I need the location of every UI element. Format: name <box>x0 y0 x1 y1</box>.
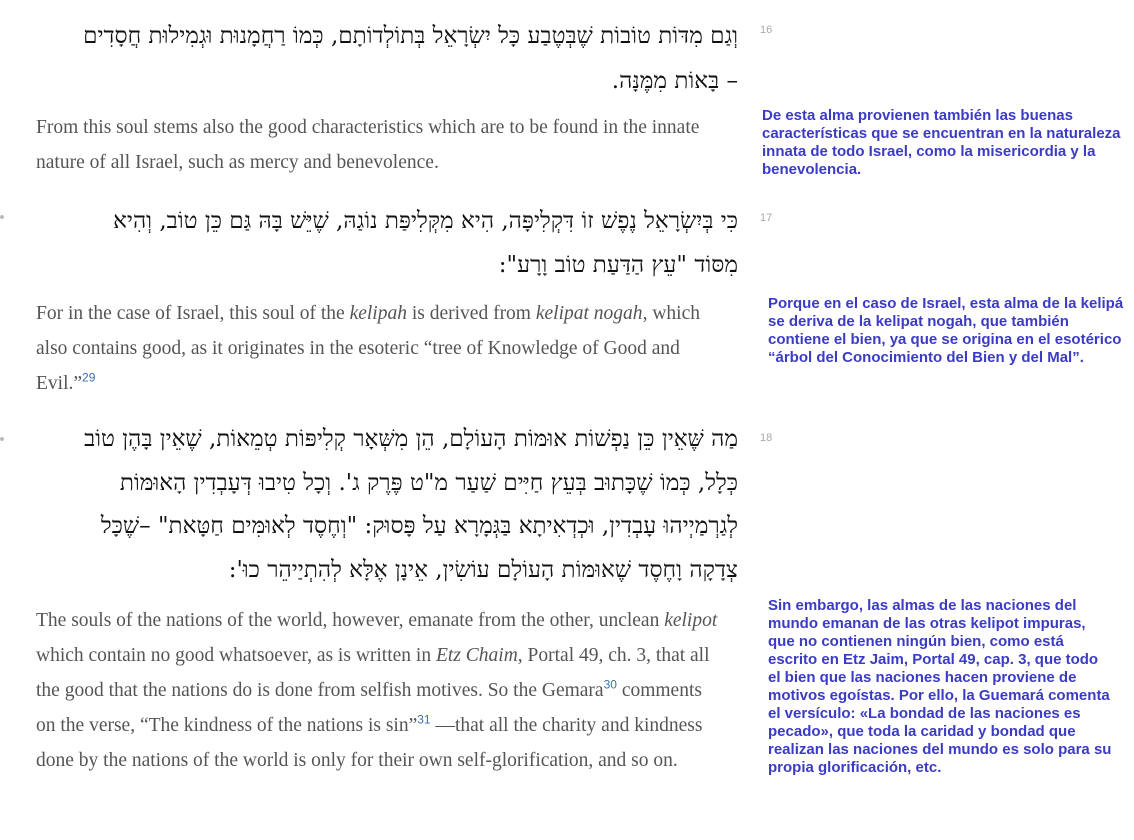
english-text: comments on the verse, “The kindness of the nations is sin” <box>36 680 702 736</box>
english-italic-term: kelipah <box>349 303 407 324</box>
footnote-link[interactable]: 31 <box>417 712 431 727</box>
english-translation-16 <box>36 110 726 180</box>
footnote-link[interactable]: 29 <box>82 370 96 385</box>
hebrew-verse-18 <box>36 418 738 592</box>
english-text: , which also contains good, as it originates in the esoteric “tree of Knowledge of Good and Evil.” <box>36 303 700 394</box>
spanish-translation-18: Sin embargo, las almas de las naciones del mundo emanan de las otras kelipot impuras, que no contienen ningún bien, como está escrito en Etz Jaim, Portal 49, cap. 3, que todo el bien que las naciones hacen proviene de motivos egoístas. Por ello, la Guemará comenta el versículo: «La bondad de las naciones es pecado», que toda la caridad y bondad que realizan las naciones del mundo es solo para su propia glorificación, etc. <box>768 597 1112 776</box>
bullet-marker <box>0 215 4 219</box>
english-text: From this soul stems also the good characteristics which are to be found in the innate nature of all Israel, such as mercy and benevolence. <box>36 117 700 173</box>
english-text: is derived from <box>406 303 536 324</box>
english-italic-term: kelipot <box>664 610 718 631</box>
verse-number: 17 <box>760 212 773 224</box>
english-translation-17 <box>36 296 726 401</box>
english-text: which contain no good whatsoever, as is written in <box>36 645 436 666</box>
english-italic-term: Etz Chaim <box>435 645 518 666</box>
hebrew-line: צְדָקָה וָחֶסֶד שֶׁאוּמּוֹת הָעוֹלָם עוֹשִׂין, אֵינָן אֶלָּא לְהִתְיַיהֵר כוּ': <box>228 556 738 583</box>
bullet-marker <box>0 437 4 441</box>
footnote-link[interactable]: 30 <box>603 677 617 692</box>
hebrew-line: מַה שֶּׁאֵין כֵּן נַפְשׁוֹת אוּמּוֹת הָעוֹלָם, הֵן מִשְּׁאָר קְלִיפּוֹת טְמֵאוֹת, שֶׁאֵין בָּהֶן טוֹב <box>84 426 738 452</box>
english-text: —that all the charity and kindness done by the nations of the world is only for their own self-glorification, and so on. <box>36 715 703 771</box>
english-text: , Portal 49, ch. 3, that all the good that the nations do is done from selfish motives. So the Gemara <box>36 645 710 701</box>
verse-number: 16 <box>760 24 773 36</box>
hebrew-line: לְגַרְמַיְיהוּ עָבְדִין, וּכְדְאִיתָא בַּגְּמָרָא עַל פָּסוּק: "וְחֶסֶד לְאוּמִּים חַטָּאת" –שֶׁכָּל <box>100 513 738 539</box>
verse-number: 18 <box>760 432 773 444</box>
hebrew-verse-16 <box>36 14 738 104</box>
english-italic-term: kelipat nogah <box>535 303 643 324</box>
hebrew-line: כִּי בְּיִשְׂרָאֵל נֶפֶשׁ זוֹ דִּקְלִיפָּה, הִיא מִקְּלִיפַּת נוֹגַהּ, שֶׁיֵּשׁ בָּהּ גַּם כֵּן טוֹב, וְהִיא <box>113 208 738 234</box>
english-text: The souls of the nations of the world, however, emanate from the other, unclean <box>36 610 665 631</box>
spanish-translation-16: De esta alma provienen también las buenas características que se encuentran en la naturaleza innata de todo Israel, como la misericordia y la benevolencia. <box>762 107 1121 178</box>
hebrew-line: וְגַם מִדּוֹת טוֹבוֹת שֶׁבְּטֶבַע כָּל יִשְׂרָאֵל בְּתוֹלְדוֹתָם, כְּמוֹ רַחֲמָנוּת וּגְמִילוּת חֲסָדִים <box>83 23 738 49</box>
hebrew-line: מִסּוֹד "עֵץ הַדַּעַת טוֹב וָרָע": <box>498 252 738 278</box>
spanish-translation-17: Porque en el caso de Israel, esta alma de la kelipá se deriva de la kelipat nogah, que también contiene el bien, ya que se origina en el esotérico “árbol del Conocimiento del Bien y del Mal”. <box>768 295 1124 366</box>
english-text: For in the case of Israel, this soul of the <box>36 303 350 324</box>
hebrew-verse-17 <box>36 199 738 287</box>
hebrew-line: כְּלָל, כְּמוֹ שֶׁכָּתוּב בְּעֵץ חַיִּים שַׁעַר מ"ט פֶּרֶק ג'. וְכָל טִיבוּ דְּעָבְדִין הָאוּמּוֹת <box>119 469 738 496</box>
english-translation-18 <box>36 603 726 778</box>
hebrew-line: – בָּאוֹת מִמֶּנָּה. <box>611 68 738 94</box>
